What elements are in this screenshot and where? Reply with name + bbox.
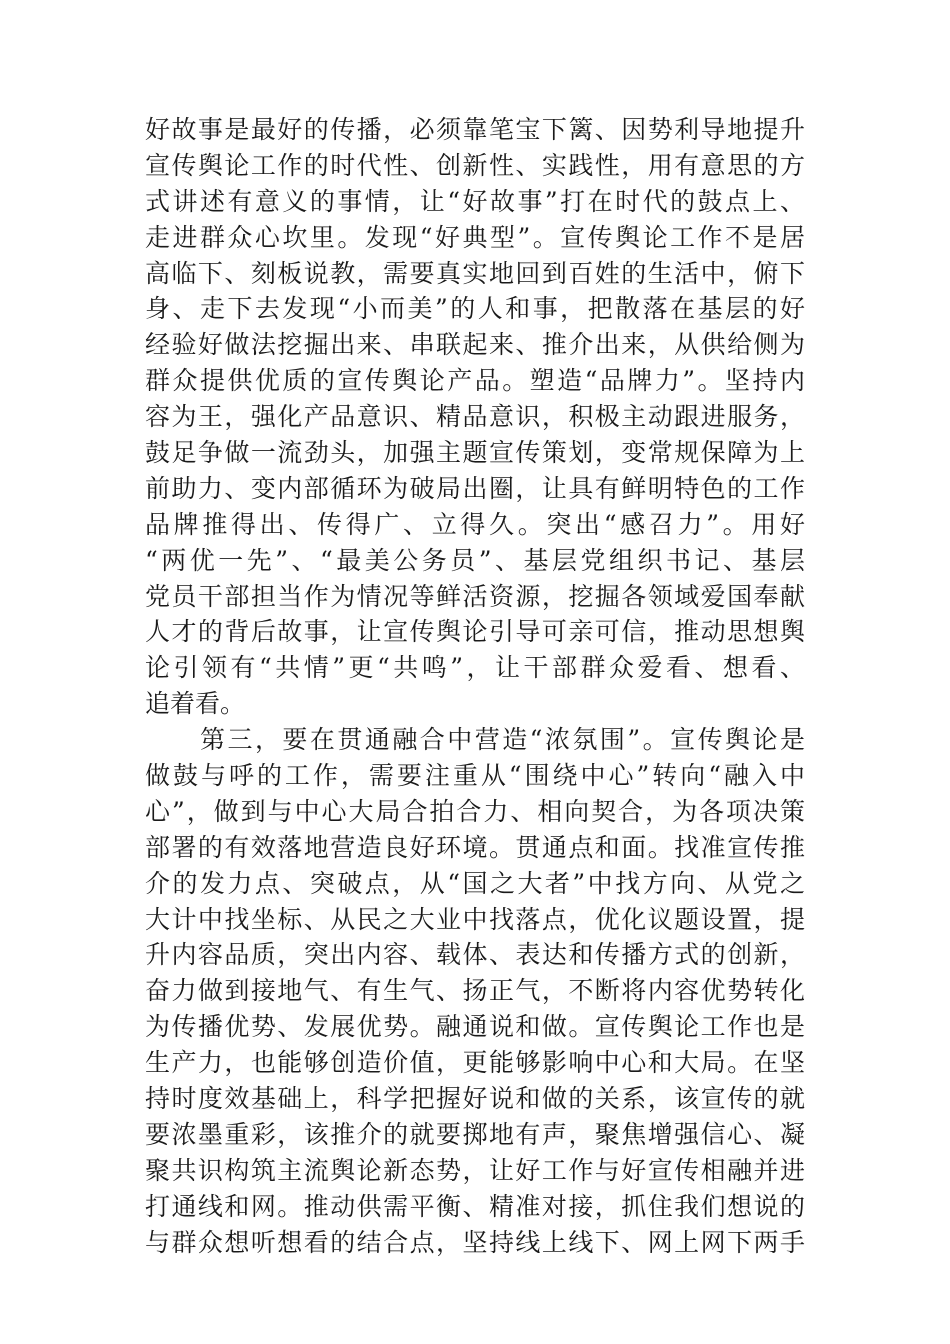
text-line: 群众提供优质的宣传舆论产品。塑造“品牌力”。坚持内 <box>145 366 805 396</box>
text-line: 第三，要在贯通融合中营造“浓氛围”。宣传舆论是 <box>200 725 805 755</box>
text-line: 奋力做到接地气、有生气、扬正气，不断将内容优势转化 <box>145 976 805 1006</box>
text-line: 宣传舆论工作的时代性、创新性、实践性，用有意思的方 <box>145 150 805 180</box>
text-line: 走进群众心坎里。发现“好典型”。宣传舆论工作不是居 <box>145 222 805 252</box>
text-line: 生产力，也能够创造价值，更能够影响中心和大局。在坚 <box>145 1048 805 1078</box>
text-line: 部署的有效落地营造良好环境。贯通点和面。找准宣传推 <box>145 832 805 862</box>
text-line: 聚共识构筑主流舆论新态势，让好工作与好宣传相融并进 <box>145 1155 805 1185</box>
text-line: 要浓墨重彩，该推介的就要掷地有声，聚焦增强信心、凝 <box>145 1119 805 1149</box>
text-line: 与群众想听想看的结合点，坚持线上线下、网上网下两手 <box>145 1227 805 1257</box>
text-line: 式讲述有意义的事情，让“好故事”打在时代的鼓点上、 <box>145 186 805 216</box>
body-text <box>145 112 805 1261</box>
text-line: 打通线和网。推动供需平衡、精准对接，抓住我们想说的 <box>145 1191 805 1221</box>
text-line: 经验好做法挖掘出来、串联起来、推介出来，从供给侧为 <box>145 330 805 360</box>
text-line: 好故事是最好的传播，必须靠笔宝下篱、因势利导地提升 <box>145 115 805 144</box>
text-line: 介的发力点、突破点，从“国之大者”中找方向、从党之 <box>145 868 805 898</box>
text-line: 品牌推得出、传得广、立得久。突出“感召力”。用好 <box>145 509 805 539</box>
text-line: 升内容品质，突出内容、载体、表达和传播方式的创新， <box>145 940 805 970</box>
text-line: 鼓足争做一流劲头，加强主题宣传策划，变常规保障为上 <box>145 438 805 468</box>
text-line: 论引领有“共情”更“共鸣”，让干部群众爱看、想看、 <box>145 653 805 683</box>
text-line: 心”，做到与中心大局合拍合力、相向契合，为各项决策 <box>145 796 805 826</box>
text-line: 大计中找坐标、从民之大业中找落点，优化议题设置，提 <box>145 904 805 934</box>
text-line: 党员干部担当作为情况等鲜活资源，挖掘各领域爱国奉献 <box>145 581 805 611</box>
text-line: 高临下、刻板说教，需要真实地回到百姓的生活中，俯下 <box>145 258 805 288</box>
text-line: “两优一先”、“最美公务员”、基层党组织书记、基层 <box>145 545 805 575</box>
text-line: 身、走下去发现“小而美”的人和事，把散落在基层的好 <box>145 294 805 324</box>
text-line: 容为王，强化产品意识、精品意识，积极主动跟进服务， <box>145 402 805 432</box>
text-line: 做鼓与呼的工作，需要注重从“围绕中心”转向“融入中 <box>145 761 805 791</box>
text-line: 持时度效基础上，科学把握好说和做的关系，该宣传的就 <box>145 1084 805 1114</box>
text-line: 人才的背后故事，让宣传舆论引导可亲可信，推动思想舆 <box>145 617 805 647</box>
text-line: 前助力、变内部循环为破局出圈，让具有鲜明特色的工作 <box>145 473 805 503</box>
text-line: 为传播优势、发展优势。融通说和做。宣传舆论工作也是 <box>145 1012 805 1042</box>
text-line: 追着看。 <box>145 689 246 719</box>
